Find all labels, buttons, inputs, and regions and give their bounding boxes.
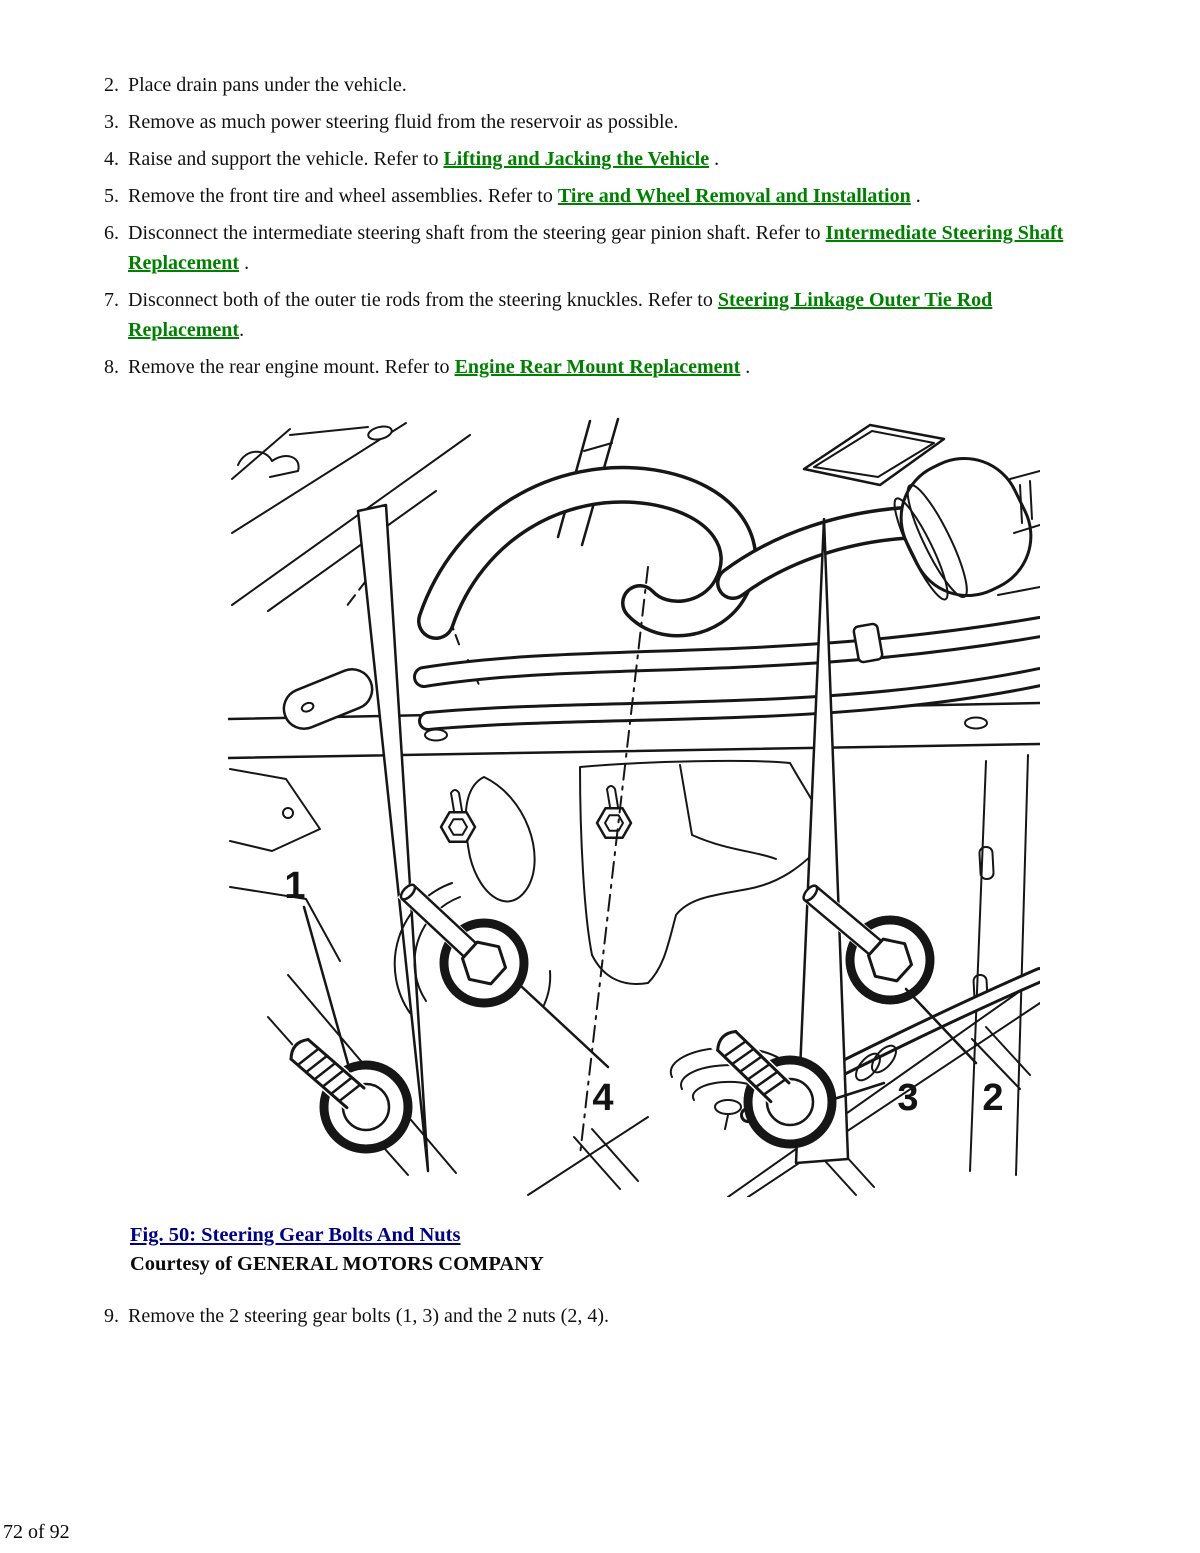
step-text: . <box>740 356 751 378</box>
step-number: 6. <box>104 222 119 244</box>
reference-link[interactable]: Engine Rear Mount Replacement <box>454 356 741 378</box>
procedure-step <box>104 107 1064 137</box>
step-text: Place drain pans under the vehicle. <box>128 74 407 96</box>
callout-1: 1 <box>284 865 306 907</box>
step-number: 5. <box>104 185 119 207</box>
procedure-step <box>104 144 1064 174</box>
exhaust-pipe <box>436 485 904 621</box>
procedure-steps <box>104 70 1064 389</box>
step-text: Remove as much power steering fluid from the reservoir as possible. <box>128 111 679 133</box>
step-text: Remove the 2 steering gear bolts (1, 3) and the 2 nuts (2, 4). <box>128 1305 609 1327</box>
step-number: 8. <box>104 356 119 378</box>
step-text: . <box>709 148 720 170</box>
step-text: Disconnect both of the outer tie rods from the steering knuckles. Refer to <box>128 289 718 311</box>
page-number: 72 of 92 <box>3 1521 70 1543</box>
figure-caption-link[interactable]: Fig. 50: Steering Gear Bolts And Nuts <box>130 1224 461 1246</box>
procedure-step <box>104 181 1064 211</box>
reference-link[interactable]: Intermediate Steering Shaft Replacement <box>128 222 1064 274</box>
figure-50 <box>228 415 1040 1197</box>
step-text: Remove the rear engine mount. Refer to <box>128 356 455 378</box>
reference-link[interactable]: Tire and Wheel Removal and Installation <box>557 185 911 207</box>
figure-courtesy: Courtesy of GENERAL MOTORS COMPANY <box>130 1253 544 1275</box>
procedure-step <box>104 285 1064 345</box>
step-text: Raise and support the vehicle. Refer to <box>128 148 444 170</box>
step-number: 3. <box>104 111 119 133</box>
step-number: 9. <box>104 1305 119 1327</box>
step-text: Remove the front tire and wheel assemblies. Refer to <box>128 185 558 207</box>
callout-2: 2 <box>982 1077 1004 1119</box>
step-number: 4. <box>104 148 119 170</box>
figure-caption-block <box>130 1224 544 1276</box>
step-text: . <box>239 319 245 341</box>
procedure-step <box>104 218 1064 278</box>
mount-pad <box>278 663 378 735</box>
procedure-step <box>104 352 1064 382</box>
procedure-steps-continued <box>104 1301 1064 1338</box>
underbody-frame-lines <box>232 423 480 687</box>
step-number: 2. <box>104 74 119 96</box>
callout-4: 4 <box>592 1077 614 1119</box>
step-text: Disconnect the intermediate steering shaft from the steering gear pinion shaft. Refer to <box>128 222 826 244</box>
reference-link[interactable]: Lifting and Jacking the Vehicle <box>443 148 710 170</box>
callout-3: 3 <box>897 1077 919 1119</box>
step-text: . <box>239 252 250 274</box>
step-number: 7. <box>104 289 119 311</box>
procedure-step <box>104 70 1064 100</box>
procedure-step <box>104 1301 1064 1331</box>
steering-hoses <box>424 623 1040 721</box>
figure-50-drawing <box>228 415 1040 1197</box>
reference-link[interactable]: Steering Linkage Outer Tie Rod Replacement <box>128 289 993 341</box>
step-text: . <box>910 185 921 207</box>
catalytic-converter <box>881 440 1040 635</box>
steering-gear-bolt-left <box>283 1032 408 1149</box>
